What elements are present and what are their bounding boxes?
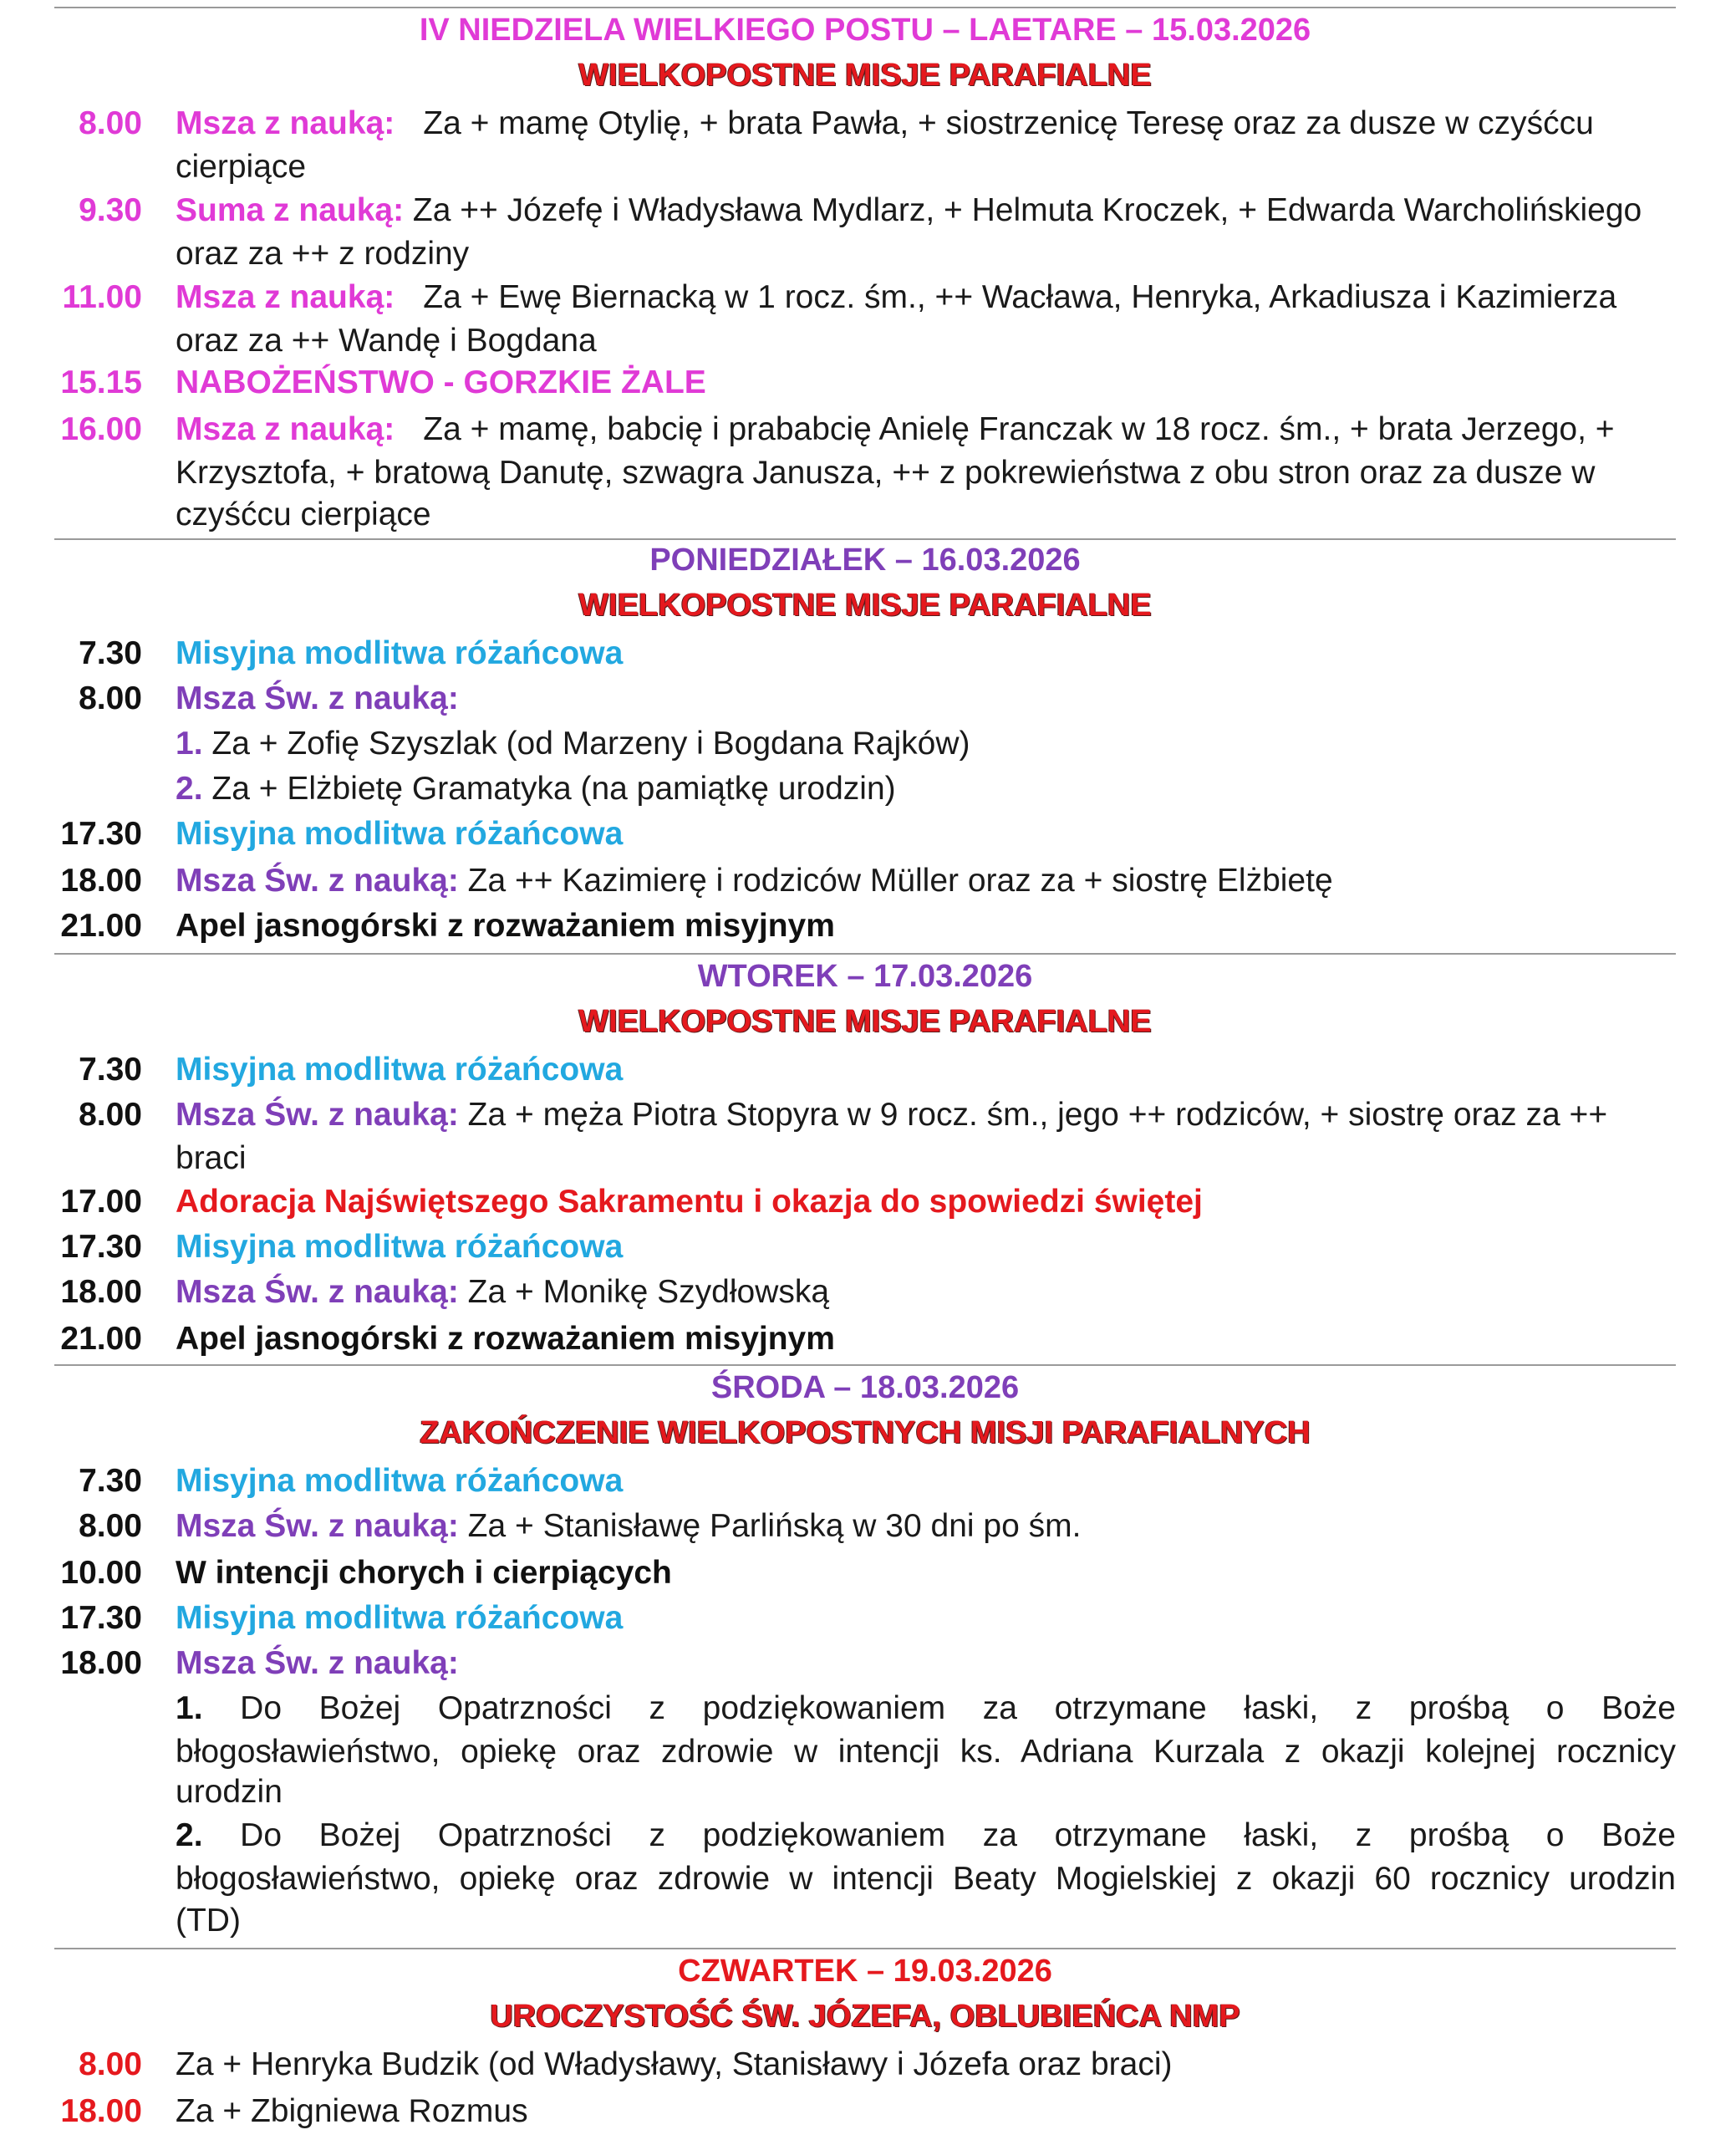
- mass-entry: [176, 859, 1676, 903]
- time-label: 7.30: [79, 1463, 142, 1499]
- time-label: 21.00: [60, 1321, 142, 1357]
- entry-label: Msza z nauką:: [176, 105, 395, 141]
- intention-label: W intencji chorych i cierpiących: [176, 1555, 672, 1591]
- time-label: 18.00: [60, 2093, 142, 2129]
- time-label: 9.30: [79, 192, 142, 228]
- day-subheader-thursday: UROCZYSTOŚĆ ŚW. JÓZEFA, OBLUBIEŃCA NMP: [490, 1999, 1240, 2034]
- intention-item: [176, 722, 1676, 766]
- mass-intention: Do Bożej Opatrzności z podziękowaniem za otrzymane łaski, z prośbą o Boże: [240, 1690, 1676, 1726]
- time-label: 8.00: [79, 680, 142, 716]
- mass-entry: [176, 1505, 1676, 1548]
- mass-intention: Za + Zbigniewa Rozmus: [176, 2093, 528, 2129]
- mass-intention: Za + Zofię Szyszlak (od Marzeny i Bogdana Rajków): [211, 726, 970, 762]
- entry-label: Msza Św. z nauką:: [176, 1274, 459, 1310]
- divider: [54, 953, 1676, 955]
- mass-intention: Za ++ Kazimierę i rodziców Müller oraz za + siostrę Elżbietę: [467, 863, 1333, 899]
- mass-intention-continued: Krzysztofa, + bratową Danutę, szwagra Janusza, ++ z pokrewieństwa z obu stron oraz za dusze w: [176, 455, 1596, 491]
- mass-intention-continued: oraz za ++ z rodziny: [176, 236, 470, 272]
- mass-intention-continued: błogosławieństwo, opiekę oraz zdrowie w intencji ks. Adriana Kurzala z okazji kolejnej rocznicy: [176, 1734, 1676, 1770]
- entry-label: Msza Św. z nauką:: [176, 863, 459, 899]
- time-label: 8.00: [79, 105, 142, 141]
- mass-intention: Za + Henryka Budzik (od Władysławy, Stanisławy i Józefa oraz braci): [176, 2046, 1173, 2082]
- divider: [54, 7, 1676, 8]
- mass-intention-continued: czyśćcu cierpiące: [176, 497, 431, 532]
- mass-intention-continued: (TD): [176, 1903, 241, 1939]
- time-label: 8.00: [79, 1097, 142, 1133]
- day-header-sunday: IV NIEDZIELA WIELKIEGO POSTU – LAETARE – 15.03.2026: [419, 13, 1311, 48]
- divider: [54, 1364, 1676, 1366]
- day-header-monday: PONIEDZIAŁEK – 16.03.2026: [649, 543, 1081, 578]
- mass-intention-continued: cierpiące: [176, 149, 307, 185]
- day-subheader-tuesday: WIELKOPOSTNE MISJE PARAFIALNE: [578, 1004, 1152, 1039]
- entry-label: Suma z nauką:: [176, 192, 405, 228]
- apel-label: Apel jasnogórski z rozważaniem misyjnym: [176, 1321, 835, 1357]
- mass-intention-continued: oraz za ++ Wandę i Bogdana: [176, 323, 597, 359]
- item-number: 1.: [176, 726, 203, 762]
- mass-intention: Za + Ewę Biernacką w 1 rocz. śm., ++ Wacława, Henryka, Arkadiusza i Kazimierza: [423, 279, 1617, 315]
- day-header-thursday: CZWARTEK – 19.03.2026: [678, 1954, 1052, 1989]
- time-label: 16.00: [60, 411, 142, 447]
- time-label: 7.30: [79, 1052, 142, 1088]
- day-header-tuesday: WTOREK – 17.03.2026: [697, 959, 1033, 994]
- mass-entry: [176, 189, 1676, 232]
- rosary-label: Misyjna modlitwa różańcowa: [176, 1600, 624, 1636]
- intention-item: [176, 1687, 1676, 1730]
- rosary-label: Misyjna modlitwa różańcowa: [176, 1052, 624, 1088]
- day-header-wednesday: ŚRODA – 18.03.2026: [710, 1370, 1020, 1405]
- time-label: 17.30: [60, 1229, 142, 1265]
- item-number: 2.: [176, 1817, 203, 1853]
- mass-entry: [176, 1271, 1676, 1314]
- time-label: 17.30: [60, 1600, 142, 1636]
- mass-entry: [176, 276, 1676, 319]
- divider: [54, 1948, 1676, 1949]
- apel-label: Apel jasnogórski z rozważaniem misyjnym: [176, 908, 835, 944]
- mass-entry: [176, 102, 1676, 145]
- entry-label: Msza z nauką:: [176, 279, 395, 315]
- intention-item: [176, 767, 1676, 811]
- entry-label: Msza Św. z nauką:: [176, 1508, 459, 1544]
- time-label: 18.00: [60, 863, 142, 899]
- day-subheader-monday: WIELKOPOSTNE MISJE PARAFIALNE: [578, 588, 1152, 623]
- time-label: 8.00: [79, 2046, 142, 2082]
- entry-label: Msza Św. z nauką:: [176, 680, 459, 716]
- day-subheader-sunday: WIELKOPOSTNE MISJE PARAFIALNE: [578, 58, 1152, 93]
- time-label: 18.00: [60, 1274, 142, 1310]
- intention-item: [176, 1814, 1676, 1857]
- time-label: 17.00: [60, 1184, 142, 1220]
- entry-label: Msza Św. z nauką:: [176, 1645, 459, 1681]
- mass-intention: Za + Monikę Szydłowską: [467, 1274, 830, 1310]
- time-label: 7.30: [79, 635, 142, 671]
- mass-intention: Za + mamę Otylię, + brata Pawła, + siostrzenicę Teresę oraz za dusze w czyśćcu: [423, 105, 1594, 141]
- mass-intention: Za + Stanisławę Parlińską w 30 dni po śm.: [467, 1508, 1082, 1544]
- mass-intention: Za + męża Piotra Stopyra w 9 rocz. śm., jego ++ rodziców, + siostrę oraz za ++: [467, 1097, 1608, 1133]
- time-label: 8.00: [79, 1508, 142, 1544]
- service-label: NABOŻEŃSTWO - GORZKIE ŻALE: [176, 364, 706, 400]
- mass-entry: [176, 408, 1676, 451]
- mass-intention: Za ++ Józefę i Władysława Mydlarz, + Helmuta Kroczek, + Edwarda Warcholińskiego: [412, 192, 1642, 228]
- mass-intention-continued: błogosławieństwo, opiekę oraz zdrowie w intencji Beaty Mogielskiej z okazji 60 rocznicy urodzin: [176, 1861, 1676, 1897]
- adoration-label: Adoracja Najświętszego Sakramentu i okazja do spowiedzi świętej: [176, 1184, 1203, 1220]
- entry-label: Msza Św. z nauką:: [176, 1097, 459, 1133]
- entry-label: Msza z nauką:: [176, 411, 395, 447]
- time-label: 17.30: [60, 816, 142, 852]
- time-label: 18.00: [60, 1645, 142, 1681]
- mass-entry: [176, 1093, 1676, 1137]
- mass-intention: Za + Elżbietę Gramatyka (na pamiątkę urodzin): [211, 771, 896, 807]
- time-label: 21.00: [60, 908, 142, 944]
- mass-intention: Do Bożej Opatrzności z podziękowaniem za otrzymane łaski, z prośbą o Boże: [240, 1817, 1676, 1853]
- mass-intention: Za + mamę, babcię i prababcię Anielę Franczak w 18 rocz. śm., + brata Jerzego, +: [423, 411, 1615, 447]
- rosary-label: Misyjna modlitwa różańcowa: [176, 816, 624, 852]
- item-number: 2.: [176, 771, 203, 807]
- mass-intention-continued: urodzin: [176, 1774, 283, 1810]
- mass-intention-continued: braci: [176, 1140, 247, 1176]
- time-label: 11.00: [62, 279, 142, 315]
- time-label: 10.00: [60, 1555, 142, 1591]
- item-number: 1.: [176, 1690, 203, 1726]
- rosary-label: Misyjna modlitwa różańcowa: [176, 635, 624, 671]
- rosary-label: Misyjna modlitwa różańcowa: [176, 1229, 624, 1265]
- time-label: 15.15: [60, 364, 142, 400]
- rosary-label: Misyjna modlitwa różańcowa: [176, 1463, 624, 1499]
- day-subheader-wednesday: ZAKOŃCZENIE WIELKOPOSTNYCH MISJI PARAFIALNYCH: [420, 1415, 1311, 1450]
